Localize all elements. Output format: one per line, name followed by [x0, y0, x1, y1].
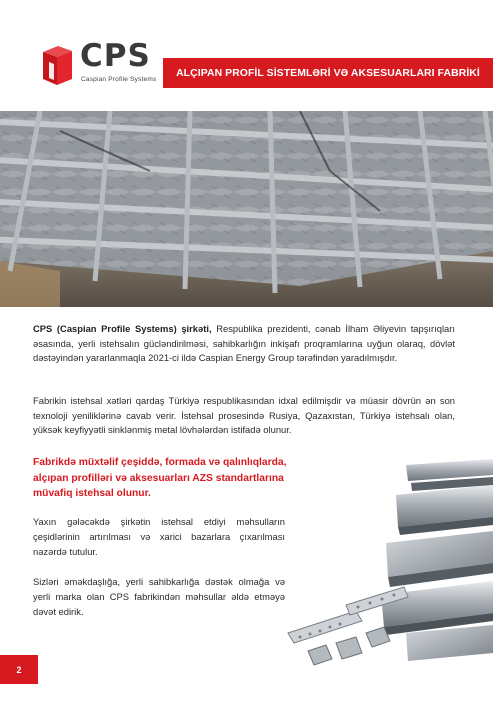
highlight-statement: Fabrikdə müxtəlif çeşiddə, formada və qalınlıqlarda, alçıpan profilləri və aksesuarları AZS standartlarına müvafiq istehsal olunur. — [33, 457, 287, 500]
intro-text: Respublika prezidenti, cənab İlham Əliyevin tapşırıqları əsasında, yerli istehsalın gücləndirilməsi, sahibkarlığın inkişafı proqramlarına uyğun olaraq, dövlət dəstəyindən yararlanmaqla 2021-ci ildə Caspian Energy Group tərəfindən yaradılmışdır. — [33, 323, 455, 364]
intro-paragraph — [33, 322, 455, 366]
production-paragraph: Fabrikin istehsal xətləri qardaş Türkiyə respublikasından idxal edilmişdir və müasir dövrün ən son texnoloji yeniliklərinə cavab verir. İstehsal prosesində Rusiya, Qazaxıstan, Türkiyə istehsalı olan, yüksək keyfiyyətli sinklənmiş metal lövhələrdən istifadə olunur. — [33, 395, 455, 436]
future-plans-paragraph: Yaxın gələcəkdə şirkətin istehsal etdiyi məhsulların çeşidlərinin artırılması və xarici bazarlara çıxarılması nəzərdə tutulur. — [33, 516, 285, 557]
title-banner — [163, 58, 493, 88]
page-number: 2 — [0, 655, 38, 684]
brand-name: CPS — [80, 38, 151, 74]
brand-subtitle: Caspian Profile Systems — [81, 76, 157, 83]
invitation-paragraph: Sizləri əməkdaşlığa, yerli sahibkarlığa dəstək olmağa və yerli marka olan CPS fabrikindən məhsullar əldə etməyə dəvət edirik. — [33, 576, 285, 617]
company-name-bold: CPS (Caspian Profile Systems) şirkəti, — [33, 323, 212, 334]
banner-title: ALÇIPAN PROFİL SİSTEMLƏRİ VƏ AKSESUARLARI FABRİKİ — [176, 67, 480, 79]
metal-profiles-photo — [286, 455, 493, 673]
cps-logo-mark-icon — [40, 44, 74, 86]
ceiling-framing-photo — [0, 111, 493, 307]
